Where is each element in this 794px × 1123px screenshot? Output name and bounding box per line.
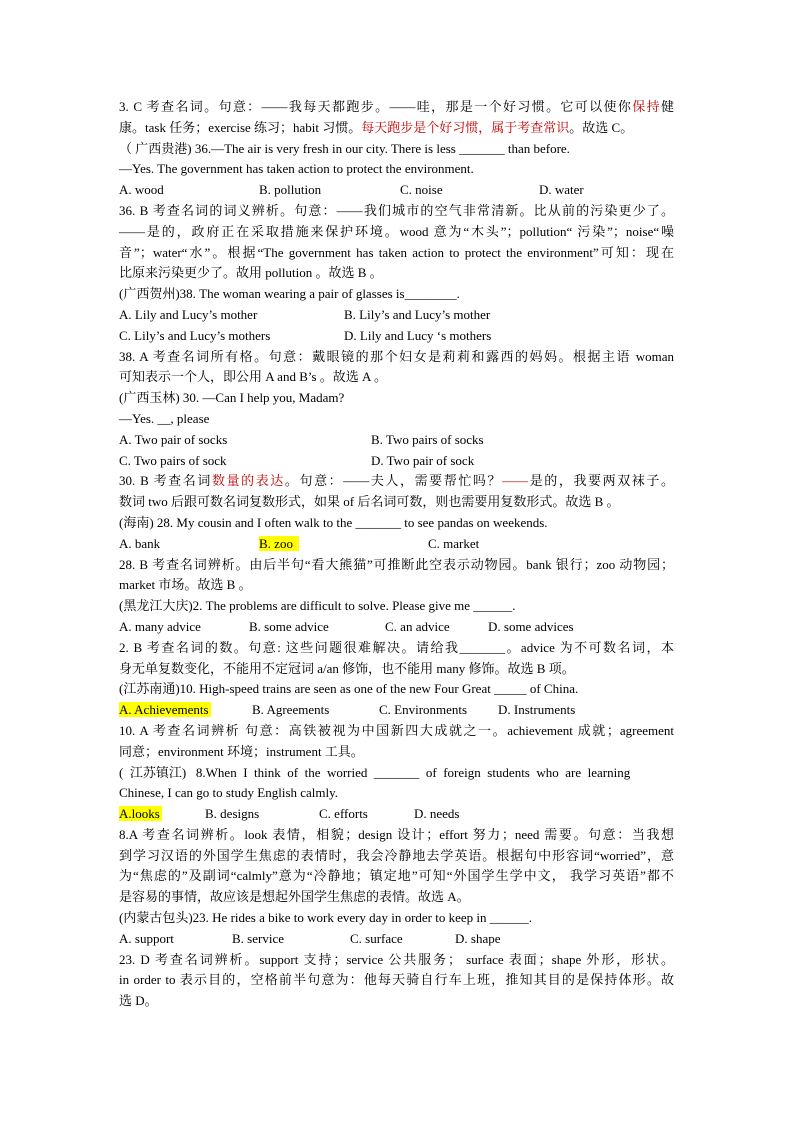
option-b: B. pollution [259,182,322,198]
option-a: A. Achievements [119,702,209,718]
red-text: 保持 [632,99,661,114]
answer-line: 比原来污染更少了。故用 pollution 。故选 B 。 [119,265,383,281]
option-b: B. Lily’s and Lucy’s mother [344,306,491,322]
option-a: A. wood [119,182,164,198]
red-text: 数量的表达 [211,473,285,489]
answer-line: 音”；water“水”。根据“The government has taken action to protect the environment”可知：现在 [119,244,674,260]
option-b: B. service [232,930,284,946]
answer-text: 。句意：——夫人，需要帮忙吗？ [284,473,503,489]
answer-line: 为“焦虑的”及副词“calmly”意为“冷静地；镇定地”可知“外国学生学中文， 我学习英语”都不 [119,868,674,884]
option-c: C. Environments [379,702,468,718]
option-c: C. Lily’s and Lucy’s mothers [119,327,271,343]
answer-line: 到学习汉语的外国学生焦虑的表情时，我会冷静地去学英语。根据句中形容词“worried”，意 [119,847,674,863]
answer-text: 康。task 任务；exercise 练习；habit 习惯。 [119,119,362,135]
option-a-wrap [119,804,205,825]
answer-line [119,118,674,139]
options-line [119,326,674,347]
answer-line: 36. B 考查名词的词义辨析。句意：——我们城市的空气非常清新。比从前的污染更少了。 [119,202,674,218]
option-b: B. zoo [259,536,299,551]
option-a: A.looks [119,806,160,822]
answer-text: 3. C 考查名词。句意：——我每天都跑步。——哇，那是一个好习惯。它可以使你 [119,99,633,114]
option-d: D. shape [455,930,501,946]
answer-line: 选 D。 [119,993,158,1009]
question-line: (江苏南通)10. High-speed trains are seen as one of the new Four Great _____ of China. [119,681,579,697]
answer-line: market 市场。故选 B 。 [119,577,252,593]
question-line: (黑龙江大庆)2. The problems are difficult to solve. Please give me ______. [119,598,516,614]
answer-line: 数词 two 后跟可数名词复数形式，如果 of 后名词可数，则也需要用复数形式。故选 B 。 [119,494,620,510]
option-d: D. needs [414,806,460,822]
answer-line: 28. B 考查名词辨析。由后半句“看大熊猫”可推断此空表示动物园。bank 银行；zoo 动物园； [119,556,674,572]
option-a: A. support [119,930,174,946]
question-line: (广西玉林) 30. —Can I help you, Madam? [119,390,345,406]
option-b: B. some advice [249,618,329,634]
option-b: B. designs [205,806,260,822]
answer-line: 是容易的事情，故应该是想起外国学生焦虑的表情。故选 A。 [119,889,470,905]
option-b: B. Two pairs of socks [371,431,484,447]
document-page [119,97,674,1012]
options-line [119,617,674,638]
option-b: B. Agreements [252,702,330,718]
option-d: D. Lily and Lucy ‘s mothers [344,327,492,343]
option-b-wrap [259,534,428,555]
option-a: A. bank [119,535,161,551]
question-line: （ 广西贵港) 36.—The air is very fresh in our city. There is less _______ than before. [119,140,570,156]
answer-line: 8.A 考查名词辨析。look 表情，相貌；design 设计；effort 努力；need 需要。句意：当我想 [119,826,674,842]
answer-line: 10. A 考查名词辨析 句意：高铁被视为中国新四大成就之一。achievement 成就；agreement [119,722,674,738]
answer-line [119,97,674,118]
option-c: C. noise [400,182,443,198]
option-c: C. market [428,535,480,551]
question-line: —Yes. __, please [119,410,210,426]
answer-text: 健 [660,99,674,114]
red-text: 每天跑步是个好习惯，属于考查常识 [361,119,570,135]
options-line [119,430,674,451]
answer-text: 30. B 考查名词 [119,473,212,489]
question-line: (内蒙古包头)23. He rides a bike to work every day in order to keep in ______. [119,910,533,926]
answer-line: in order to 表示目的，空格前半句意为：他每天骑自行车上班，推知其目的是保持体形。故 [119,972,674,988]
option-c: C. Two pairs of sock [119,452,227,468]
answer-line: 同意；environment 环境；instrument 工具。 [119,743,364,759]
answer-line: 2. B 考查名词的数。句意: 这些问题很难解决。请给我_______。advice 为不可数名词，本 [119,639,674,655]
option-c: C. surface [350,930,403,946]
answer-line: 23. D 考查名词辨析。support 支持；service 公共服务； surface 表面；shape 外形，形状。 [119,951,674,967]
answer-text: 是的，我要两双袜子。 [528,473,674,489]
options-line [119,534,674,555]
options-line [119,180,674,201]
option-d: D. some advices [488,618,574,634]
options-line [119,804,674,825]
option-d: D. water [539,182,584,198]
question-line: (海南) 28. My cousin and I often walk to the _______ to see pandas on weekends. [119,514,548,530]
option-c: C. an advice [385,618,450,634]
option-d: D. Two pair of sock [371,452,475,468]
options-line [119,700,674,721]
answer-line [119,471,674,492]
option-a: A. Two pair of socks [119,431,228,447]
option-a-wrap [119,700,252,721]
question-line: ( 江苏镇江) 8.When I think of the worried _______ of foreign students who are learning [119,764,631,780]
red-text: —— [502,473,529,489]
option-a: A. Lily and Lucy’s mother [119,306,258,322]
option-a: A. many advice [119,618,201,634]
question-line: —Yes. The government has taken action to protect the environment. [119,161,474,177]
answer-text: 。故选 C。 [569,119,634,135]
answer-line: 身无单复数变化，不能用不定冠词 a/an 修饰，也不能用 many 修饰。故选 B 项。 [119,660,575,676]
options-line [119,451,674,472]
options-line [119,929,674,950]
answer-line: 可知表示一个人，即公用 A and B’s 。故选 A 。 [119,369,387,385]
options-line [119,305,674,326]
question-line: (广西贺州)38. The woman wearing a pair of glasses is________. [119,286,460,302]
answer-line: 38. A 考查名词所有格。句意：戴眼镜的那个妇女是莉莉和露西的妈妈。根据主语 woman [119,348,674,364]
question-line: Chinese, I can go to study English calmly. [119,785,339,801]
option-c: C. efforts [319,806,368,822]
answer-line: ——是的，政府正在采取措施来保护环境。wood 意为“木头”；pollution“ 污染”；noise“噪 [119,223,674,239]
option-d: D. Instruments [498,702,576,718]
